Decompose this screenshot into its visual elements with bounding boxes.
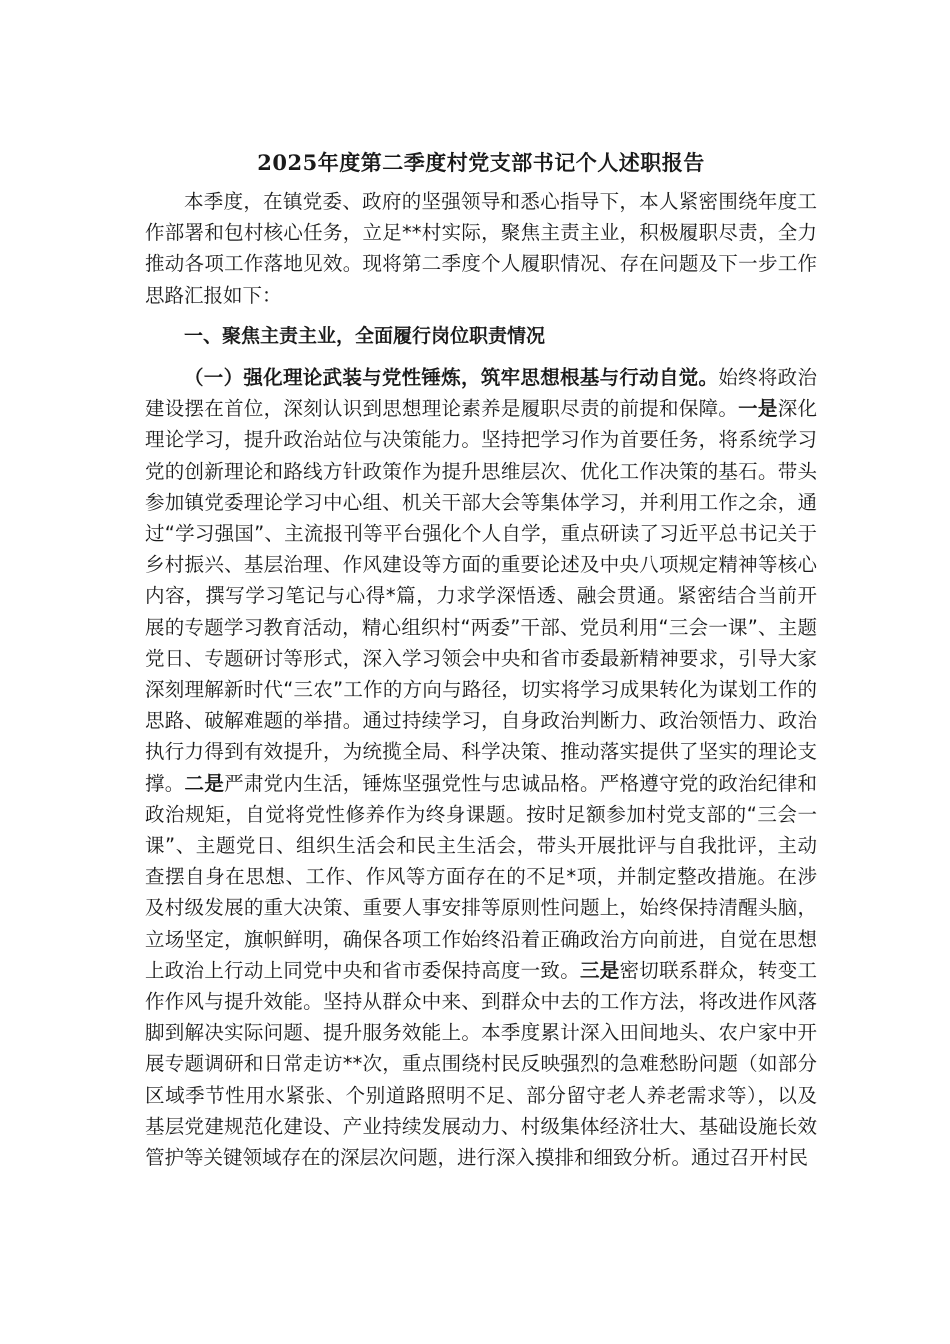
intro-paragraph: 本季度，在镇党委、政府的坚强领导和悉心指导下，本人紧密围绕年度工作部署和包村核心任务，立足**村实际，聚焦主责主业，积极履职尽责，全力推动各项工作落地见效。现将第二季度个人履职情况、存在问题及下一步工作思路汇报如下：: [145, 190, 817, 307]
paragraph-text: 始终将政治建设摆在首位，深刻认识到思想理论素养是履职尽责的前提和保障。: [145, 366, 817, 421]
body-paragraph: [145, 362, 817, 1173]
paragraph-text: 深化理论学习，提升政治站位与决策能力。坚持把学习作为首要任务，将系统学习党的创新理论和路线方针政策作为提升思维层次、优化工作决策的基石。带头参加镇党委理论学习中心组、机关干部大会等集体学习，并利用工作之余，通过“学习强国”、主流报刊等平台强化个人自学，重点研读了习近平总书记关于乡村振兴、基层治理、作风建设等方面的重要论述及中央八项规定精神等核心内容，撰写学习笔记与心得*篇，力求学深悟透、融会贯通。紧密结合当前开展的专题学习教育活动，精心组织村“两委”干部、党员利用“三会一课”、主题党日、专题研讨等形式，深入学习领会中央和省市委最新精神要求，引导大家深刻理解新时代“三农”工作的方向与路径，切实将学习成果转化为谋划工作的思路、破解难题的举措。通过持续学习，自身政治判断力、政治领悟力、政治执行力得到有效提升，为统揽全局、科学决策、推动落实提供了坚实的理论支撑。: [145, 397, 817, 795]
document-body: [145, 140, 817, 1173]
paragraph-text: 密切联系群众，转变工作作风与提升效能。坚持从群众中来、到群众中去的工作方法，将改进作风落脚到解决实际问题、提升服务效能上。本季度累计深入田间地头、农户家中开展专题调研和日常走访**次，重点围绕村民反映强烈的急难愁盼问题（如部分区域季节性用水紧张、个别道路照明不足、部分留守老人养老需求等），以及基层党建规范化建设、产业持续发展动力、村级集体经济壮大、基础设施长效管护等关键领域存在的深层次问题，进行深入摸排和细致分析。通过召开村民: [145, 958, 817, 1170]
point-marker: 一是: [738, 397, 778, 421]
point-marker: 三是: [579, 958, 620, 982]
paragraph-text: 严肃党内生活，锤炼坚强党性与忠诚品格。严格遵守党的政治纪律和政治规矩，自觉将党性修养作为终身课题。按时足额参加村党支部的“三会一课”、主题党日、组织生活会和民主生活会，带头开展批评与自我批评，主动查摆自身在思想、工作、作风等方面存在的不足*项，并制定整改措施。在涉及村级发展的重大决策、重要人事安排等原则性问题上，始终保持清醒头脑，立场坚定，旗帜鲜明，确保各项工作始终沿着正确政治方向前进，自觉在思想上政治上行动上同党中央和省市委保持高度一致。: [145, 771, 817, 982]
subsection-lead: （一）强化理论武装与党性锤炼，筑牢思想根基与行动自觉。: [184, 366, 719, 390]
document-title: 2025年度第二季度村党支部书记个人述职报告: [257, 150, 705, 175]
section-heading: 一、聚焦主责主业，全面履行岗位职责情况: [184, 324, 546, 347]
point-marker: 二是: [184, 771, 225, 795]
